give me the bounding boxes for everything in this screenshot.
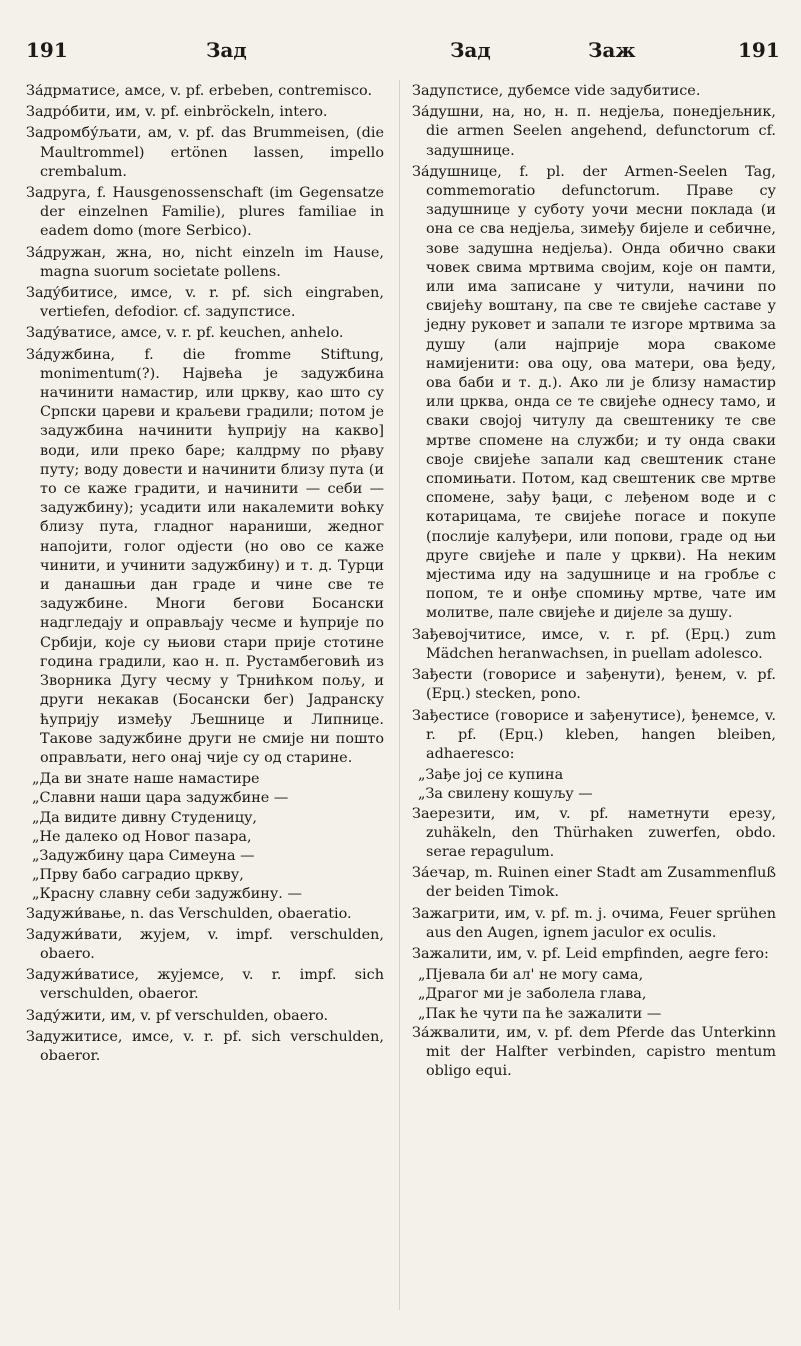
verse-line: „Зађе јој се купина bbox=[418, 767, 564, 784]
left-page-number: 191 bbox=[26, 38, 68, 62]
left-guide-word: Зад bbox=[206, 38, 247, 62]
dictionary-entry: Задруга, f. Hausgenossenschaft (im Gegensatze der einzelnen Familie), plures familiae in eadem domo (more Serbico). bbox=[26, 185, 384, 240]
verse-line: „Пјевала би ал' не могу сама, bbox=[418, 967, 644, 984]
dictionary-entry: Зажагрити, им, v. pf. m. j. очима, Feuer sprühen aus den Augen, ignem jaculor ex oculis. bbox=[412, 905, 776, 941]
verse-line: „Пак ће чути па ће зажалити — bbox=[418, 1005, 662, 1022]
right-column bbox=[412, 82, 776, 1083]
dictionary-entry: Задужитисе, имсе, v. r. pf. sich verschulden, obaeror. bbox=[26, 1028, 384, 1064]
dictionary-entry: Задупстисе, дубемсе vide задубитисе. bbox=[412, 83, 701, 99]
dictionary-entry: Заду́жити, им, v. pf verschulden, obaero. bbox=[26, 1007, 329, 1024]
dictionary-entry: Зађевојчитисе, имсе, v. r. pf. (Ерц.) zum Mädchen heranwachsen, in puellam adolesco. bbox=[412, 626, 776, 662]
dictionary-entry: За́дружан, жна, но, nicht einzeln im Hause, magna suorum societate pollens. bbox=[26, 244, 384, 280]
dictionary-entry: Заерезити, им, v. pf. наметнути ерезу, zuhäkeln, den Thürhaken zuwerfen, obdo. serae repagulum. bbox=[412, 805, 776, 860]
verse-line: „Красну славну себи задужбину. — bbox=[32, 886, 302, 903]
dictionary-entry: За́душнице, f. pl. der Armen-Seelen Tag, commemoratio defunctorum. Праве су задушнице у суботу уочи месни поклада (и она се сва недјеља, зимеђу бијеле и себичне, зове задушна недјеља). Онда обично сваки човек свима мртвима својим, које он памти, или има записане у читули, начини по свијећу воштану, па све те свијеће саставе у једну руковет и запали те изгоре мртвима за душу (али најприје мора свакоме намијенити: ова оцу, ова матери, ова ђеду, ова баби и т. д.). Ако ли је близу намастир или црква, онда се те свијеће однесу тамо, и сваки својој читулу да свештенику те све мртве спомене на служби; и ту онда сваки своје свијеће запали кад свештеник стане спомињати. Потом, кад свештеник све мртве спомене, зађу ђаци, с леђеном воде и с котарицама, те свијеће погасе и покупе (послије калуђери, или попови, граде од њи друге свијеће и пале у цркви). На неким мјестима иду на задушнице и на гробље с попом, те и онђе спомињу мртве, чате им молитве, пале свијеће и дијеле за душу. bbox=[412, 163, 776, 622]
verse-line: „Прву бабо саградио цркву, bbox=[32, 867, 244, 884]
column-divider bbox=[399, 80, 400, 1310]
right-guide-word-1: Зад bbox=[450, 38, 491, 62]
verse-line: „Славни наши цара задужбине — bbox=[32, 790, 289, 807]
verse-line: „Задужбину цара Симеуна — bbox=[32, 847, 255, 864]
dictionary-entry: Заду́ватисе, амсе, v. r. pf. keuchen, anhelo. bbox=[26, 325, 344, 342]
verse-line: „Драгог ми је заболела глава, bbox=[418, 986, 647, 1003]
dictionary-entry: За́дрматисе, амсе, v. pf. erbeben, contremisco. bbox=[26, 83, 373, 99]
dictionary-entry: За́душни, на, но, н. п. недјеља, понедјељник, die armen Seelen angehend, defunctorum cf. задушнице. bbox=[412, 104, 776, 159]
dictionary-entry: Зажалити, им, v. pf. Leid empfinden, aegre fero: bbox=[412, 945, 769, 962]
dictionary-entry: Задужи́вање, n. das Verschulden, obaeratio. bbox=[26, 905, 352, 922]
verse-line: „Не далеко од Новог пазара, bbox=[32, 828, 252, 845]
left-column bbox=[26, 82, 384, 1068]
dictionary-entry: Задромбу́љати, ам, v. pf. das Brummeisen, (die Maultrommel) ertönen lassen, impello crembalum. bbox=[26, 125, 384, 180]
right-guide-word-2: Заж bbox=[588, 38, 636, 62]
verse-line: „За свилену кошуљу — bbox=[418, 786, 593, 803]
dictionary-entry: За́дужбина, f. die fromme Stiftung, monimentum(?). Највећа је задужбина начинити намастир, или цркву, као што су Српски цареви и краљеви градили; потом је задужбина начинити ћуприју на какво] води, или преко баре; калдрму по рђаву путу; воду довести и начинити близу пута (и то се каже градити, и начинити — себи — задужбину); усадити или накалемити воћку близу пута, гладног нараниши, жедног напојити, голог одјести (но ово се каже чинити, и учинити задужбину) и т. д. Турци и данашњи дан граде и чине све те задужбине. Многи бегови Босански надгледају и оправљају чесме и ћуприје по Србији, које су њиови стари прије стотине година градили, као н. п. Рустамбеговић из Зворника Дугу чесму у Трнићком пољу, и други некакав (Босански бег) Јадранску ћуприју између Љешнице и Липнице. Такове задужбине други не смије ни поштo оправљати, него онај чије су од старине. bbox=[26, 346, 384, 766]
dictionary-entry: Заду́битисе, имсе, v. r. pf. sich eingraben, vertiefen, defodior. cf. задупстисе. bbox=[26, 285, 384, 321]
dictionary-entry: Зађестисе (говорисе и зађенутисе), ђенемсе, v. r. pf. (Ерц.) kleben, hangen bleiben, adhaeresco: bbox=[412, 707, 776, 762]
dictionary-entry: Задужи́вати, жујем, v. impf. verschulden, obaero. bbox=[26, 926, 384, 962]
dictionary-entry: Задро́бити, им, v. pf. einbröckeln, intero. bbox=[26, 104, 328, 121]
verse-line: „Да видите дивну Студеницу, bbox=[32, 809, 257, 826]
dictionary-entry: За́ечар, m. Ruinen einer Stadt am Zusammenfluß der beiden Timok. bbox=[412, 865, 776, 901]
page-header bbox=[0, 38, 801, 78]
verse-line: „Да ви знате наше намастире bbox=[32, 771, 260, 788]
dictionary-entry: Зађести (говорисе и зађенути), ђенем, v. pf. (Ерц.) stecken, pono. bbox=[412, 667, 776, 703]
dictionary-entry: Задужи́ватисе, жујемсе, v. r. impf. sich verschulden, obaeror. bbox=[26, 967, 384, 1003]
dictionary-entry: За́жвалити, им, v. pf. dem Pferde das Unterkinn mit der Halfter verbinden, capistro mentum obligo equi. bbox=[412, 1024, 776, 1080]
right-page-number: 191 bbox=[738, 38, 780, 62]
